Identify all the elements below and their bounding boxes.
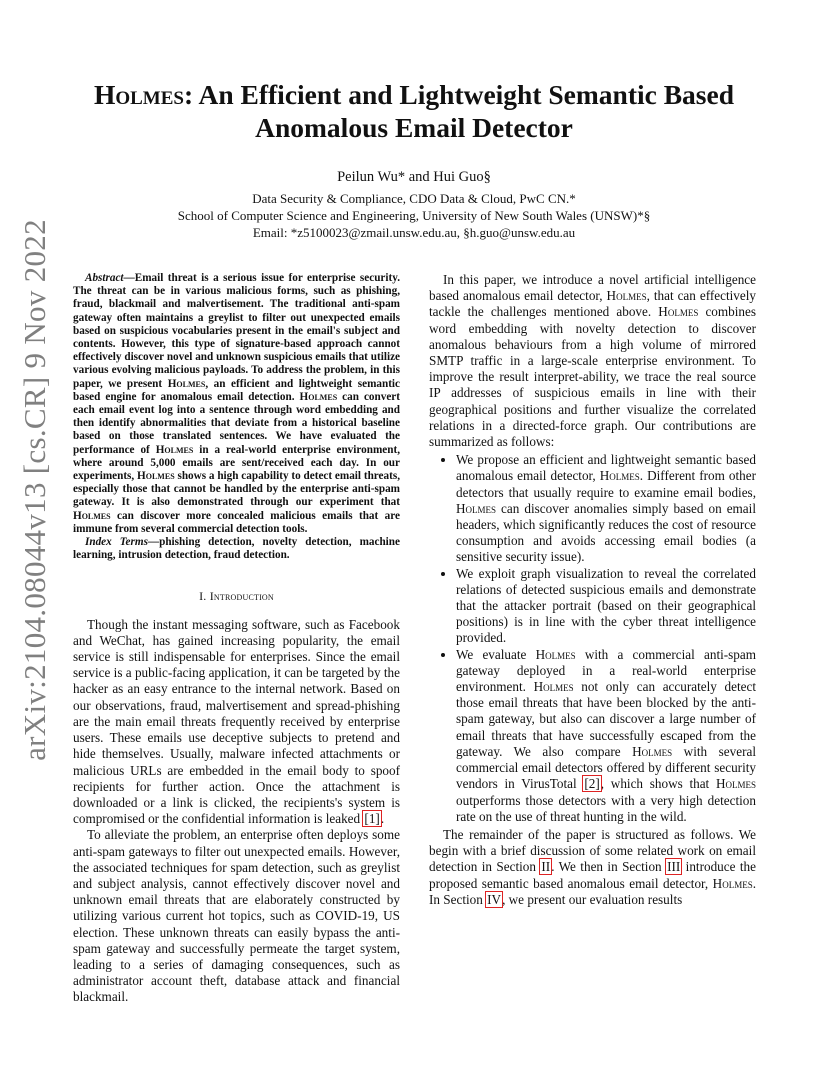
section-link-II[interactable]: II [541, 859, 551, 875]
citation-link[interactable]: [2] [584, 776, 600, 792]
affiliation-2: School of Computer Science and Engineering, University of New South Wales (UNSW)*§ [177, 208, 651, 223]
system-name: Holmes [167, 377, 206, 390]
left-column [73, 272, 400, 1006]
section-heading-introduction: I. Introduction [199, 589, 274, 604]
author-emails: Email: *z5100023@zmail.unsw.edu.au, §h.guo@unsw.edu.au [252, 225, 576, 240]
section-link-III[interactable]: III [667, 859, 681, 875]
title-line-2: Anomalous Email Detector [255, 112, 573, 143]
intro-paragraph-4: The remainder of the paper is structured as follows. We begin with a brief discussion of some related work on email detection in Section II. We then in Section III introduce the proposed semantic based anomalous email detector, Holmes. In Section IV, we present our evaluation results [429, 826, 756, 907]
system-name: Holmes [632, 743, 673, 759]
arxiv-identifier: arXiv:2104.08044v13 [cs.CR] 9 Nov 2022 [17, 219, 52, 761]
arxiv-side-stamp [8, 180, 62, 800]
abstract: Abstract—Email threat is a serious issue for enterprise security. The threat can be in various malicious forms, such as phishing, fraud, blackmail and malvertisement. The traditional anti-spam gateway often maintains a greylist to filter out unexpected emails based on suspicious vocabularies present in the email's subject and contents. However, this type of signature-based approach cannot effectively discover novel and unknown suspicious emails that utilize various evolving malicious payloads. To address the problem, in this paper, we present Holmes, an efficient and lightweight semantic based engine for anomalous email detection. Holmes can convert each email event log into a sentence through word embedding and then identify abnormalities that deviate from a historical baseline based on those translated sentences. We have evaluated the performance of Holmes in a real-world enterprise environment, where around 5,000 emails are sent/received each day. In our experiments, Holmes shows a high capability to detect email threats, especially those that cannot be handled by the enterprise anti-spam gateway. It is also demonstrated through our experiment that Holmes can discover more concealed malicious emails that are immune from several commercial detection tools. [73, 272, 401, 535]
system-name: Holmes [533, 679, 574, 695]
index-terms: Index Terms—phishing detection, novelty detection, machine learning, intrusion detection, fraud detection. [73, 536, 400, 562]
contributions-list [429, 452, 756, 825]
system-name: Holmes [137, 470, 175, 483]
list-item: • We propose an efficient and lightweight semantic based anomalous email detector, Holmes. Different from other detectors that usually require to examine email bodies, Holmes can discover anomalies simply based on email headers, which significantly reduces the cost of resource consumption and avoids accessing email bodies (a sensitive security issue). [456, 452, 756, 565]
system-name: Holmes [599, 468, 640, 484]
paper-header [60, 78, 768, 241]
paper-title: Holmes: An Efficient and Lightweight Semantic Based Anomalous Email Detector [93, 79, 735, 143]
list-item: • We exploit graph visualization to reveal the correlated relations of detected suspicious emails and demonstrate that the attacker portrait (based on their geographical positions) is in line with the cyber threat intelligence provided. [456, 566, 756, 647]
affiliation-1: Data Security & Compliance, CDO Data & Cloud, PwC CN.* [252, 191, 576, 206]
author-names: Peilun Wu* and Hui Guo§ [337, 169, 491, 185]
system-name: Holmes [712, 875, 753, 891]
list-item: • We evaluate Holmes with a commercial anti-spam gateway deployed in a real-world enterprise environment. Holmes not only can accurately detect those email threats that have been blocked by the anti-spam gateway, but also can discover a large number of email threats that have successfully escaped from the gateway. We also compare Holmes with several commercial email detectors offered by different security vendors in VirusTotal [2], which shows that Holmes outperforms those detectors with a very high detection rate on the use of threat hunting in the wild. [456, 647, 756, 825]
intro-paragraph-1: Though the instant messaging software, such as Facebook and WeChat, has gained increasing popularity, the email service is still indispensable for enterprises. Since the email service is a public-facing application, it can be targeted by the hacker as an easy entrance to the internal network. Based on our observations, fraud, malvertisement and spread-phishing are the main email threats frequently received by enterprise users. These emails use deceptive subjects to pretend and hide themselves. Usually, malware infected attachments or malicious URLs are embedded in the email body to spoof recipients for further action. Once the attachment is downloaded or a link is clicked, the recipients's system is compromised or the confidential information is leaked [1]. [73, 616, 400, 827]
section-link-IV[interactable]: IV [487, 891, 502, 907]
system-name: Holmes [299, 390, 338, 403]
citation-link[interactable]: [1] [364, 811, 380, 827]
system-name: Holmes [715, 776, 756, 792]
intro-paragraph-3: In this paper, we introduce a novel artificial intelligence based anomalous email detector, Holmes, that can effectively tackle the challenges mentioned above. Holmes combines word embedding with novelty detection to discover anomalous behaviours from a high volume of mirrored SMTP traffic in a large-scale enterprise environment. To improve the result interpret-ability, we trace the real source IP addresses of suspicious emails in line with their geographical positions and further visualize the correlated relations in a directed-force graph. Our contributions are summarized as follows: [429, 272, 756, 450]
system-name: Holmes [73, 509, 111, 522]
system-name: Holmes [456, 500, 497, 516]
system-name: Holmes [535, 646, 576, 662]
system-name: Holmes [93, 79, 184, 110]
system-name: Holmes [606, 288, 647, 304]
intro-paragraph-2: To alleviate the problem, an enterprise often deploys some anti-spam gateways to filter out unexpected emails. However, the associated techniques for spam detection, such as greylist and subject analysis, cannot effectively discover novel and unknown email threats that are elaborately constructed by utilizing various current hot topics, such as COVID-19, US election. These unknown threats can easily bypass the anti-spam gateway and successfully permeate the target system, leading to a series of damaging consequences, such as administrator account theft, database attack and financial blackmail. [73, 827, 400, 1005]
system-name: Holmes [658, 304, 699, 320]
system-name: Holmes [155, 443, 194, 456]
right-column-content [429, 272, 756, 908]
